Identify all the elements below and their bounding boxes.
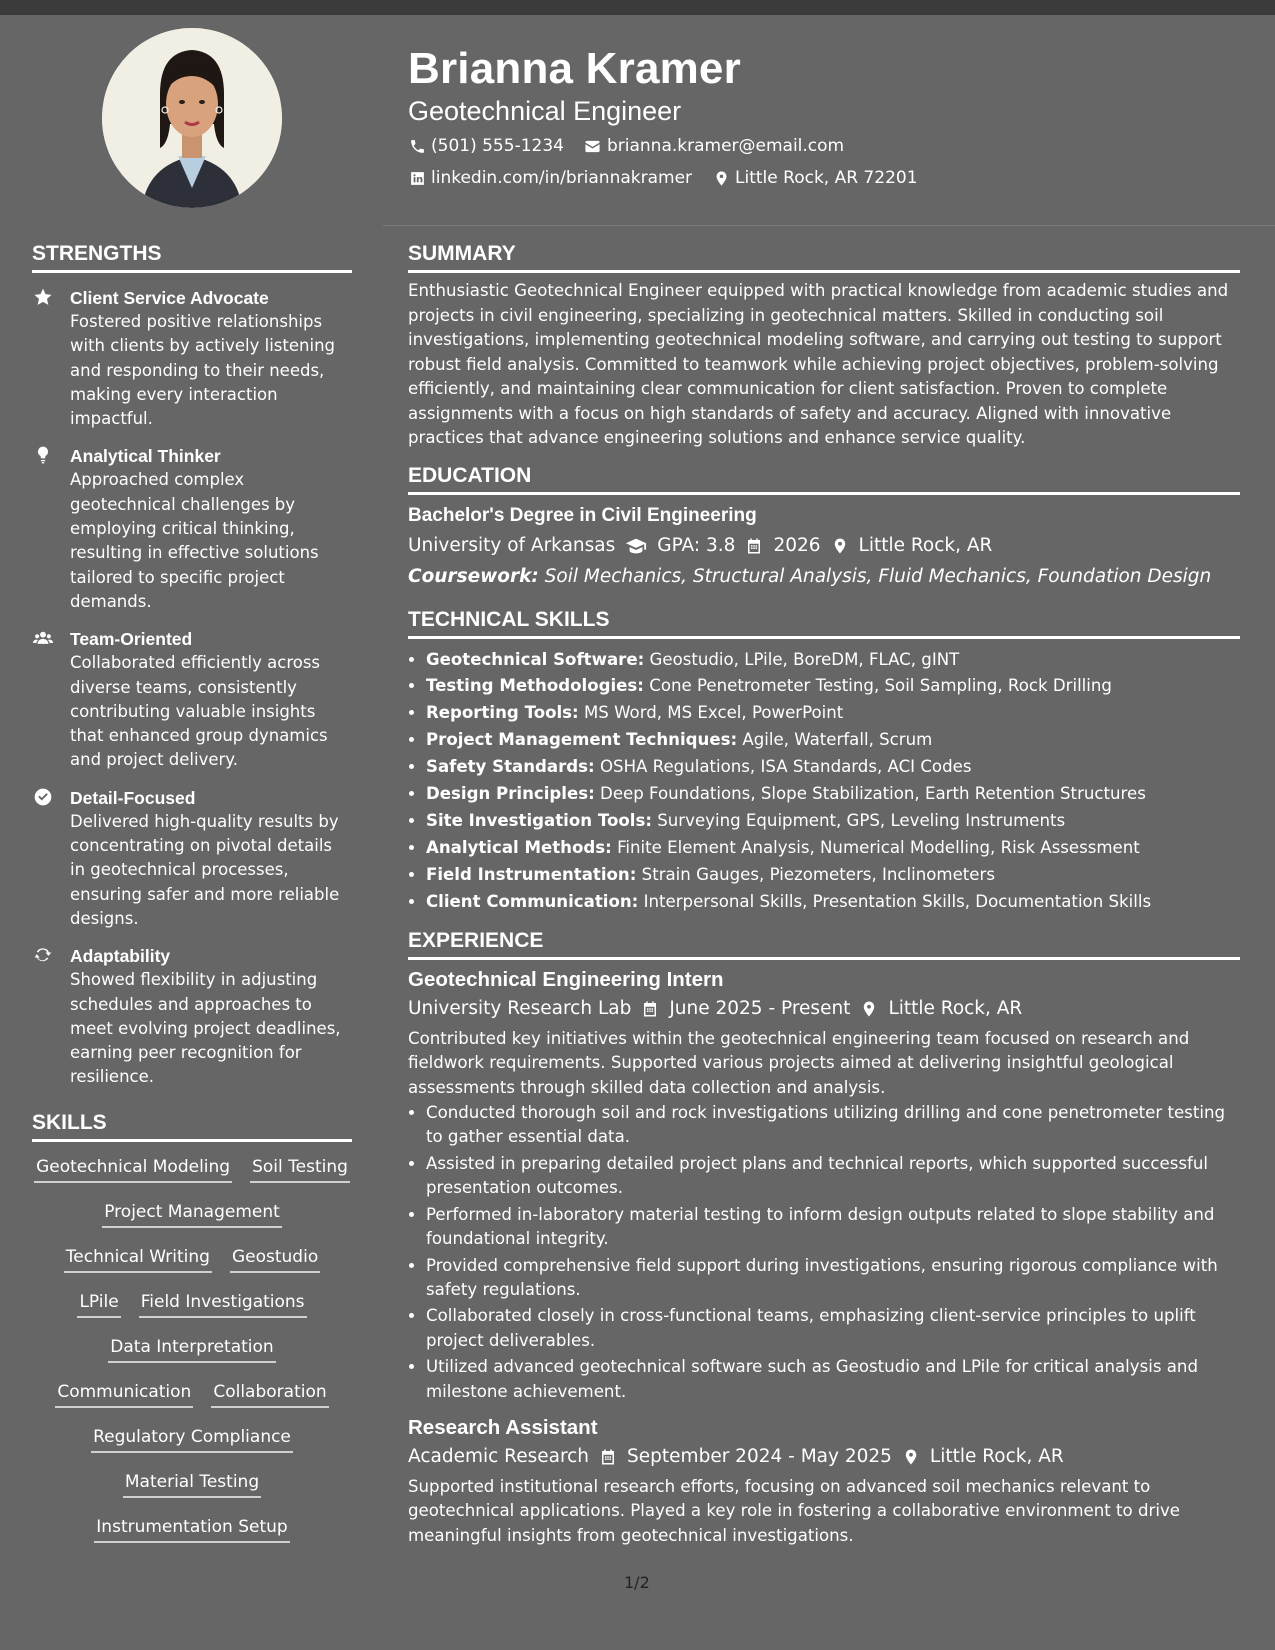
skill-category: Analytical Methods: (426, 837, 612, 857)
summary-text: Enthusiastic Geotechnical Engineer equipped with practical knowledge from academic studies and projects in civil engineering, specializing in geotechnical matters. Skilled in conducting soil investigations, implementing geotechnical modeling software, and carrying out testing to support robust field analysis. Committed to teamwork while achieving project objectives, problem-solving efficiently, and maintaining clear communication for client satisfaction. Proven to complete assignments with a focus on high standards of safety and accuracy. Aligned with innovative practices that advance engineering solutions and enhance service quality. (408, 281, 1229, 447)
skill-row (32, 1242, 352, 1287)
experience-heading: EXPERIENCE (408, 928, 1240, 960)
strength-desc: Approached complex geotechnical challenges by employing critical thinking, resulting in effective solutions tailored to specific project demands. (70, 470, 319, 611)
skill-values: Finite Element Analysis, Numerical Modelling, Risk Assessment (617, 837, 1140, 857)
summary-heading: SUMMARY (408, 241, 1240, 273)
skill-chip: Regulatory Compliance (91, 1422, 293, 1453)
calendar-icon (745, 537, 763, 555)
calendar-icon (599, 1448, 617, 1466)
skill-chip: Data Interpretation (108, 1332, 275, 1363)
contact-linkedin (408, 167, 692, 189)
job-title: Research Assistant (408, 1415, 598, 1439)
skill-category: Geotechnical Software: (426, 649, 645, 669)
skill-chip: Geostudio (230, 1242, 320, 1273)
job-dates: June 2025 - Present (669, 997, 851, 1019)
job-org: Academic Research (408, 1445, 590, 1467)
skill-row (32, 1152, 352, 1197)
strength-desc: Showed flexibility in adjusting schedules and approaches to meet evolving project deadlines, earning peer recognition for resilience. (70, 970, 341, 1087)
job-bullets (408, 1101, 1240, 1404)
skill-chip: Instrumentation Setup (94, 1512, 289, 1543)
map-pin-icon (712, 169, 730, 187)
list-item (426, 647, 1240, 674)
refresh-icon (33, 945, 55, 967)
strength-desc: Delivered high-quality results by concentrating on pivotal details in geotechnical processes, ensuring safer and more reliable designs. (70, 811, 340, 928)
skill-values: OSHA Regulations, ISA Standards, ACI Codes (599, 757, 972, 777)
technical-skills-list (408, 647, 1240, 916)
job-description: Supported institutional research efforts, focusing on advanced soil mechanics relevant to geotechnical applications. Played a key role in fostering a collaborative environment to drive meaningful insights from geotechnical investigations. (408, 1476, 1180, 1545)
strength-title: Analytical Thinker (70, 446, 221, 467)
job-title: Geotechnical Engineering Intern (408, 967, 724, 991)
skill-values: Surveying Equipment, GPS, Leveling Instruments (657, 810, 1066, 830)
skill-values: Agile, Waterfall, Scrum (742, 730, 933, 750)
main-content (408, 241, 1240, 1548)
skill-chip: Collaboration (211, 1377, 328, 1408)
map-pin-icon (860, 1000, 878, 1018)
list-item: • Performed in-laboratory material testing to inform design outputs related to slope stability and foundational integrity. (426, 1203, 1240, 1252)
top-bar (0, 0, 1275, 15)
strength-item (32, 786, 352, 931)
education-location: Little Rock, AR (858, 534, 993, 556)
skill-category: Site Investigation Tools: (426, 810, 652, 830)
skill-chip: Geotechnical Modeling (34, 1152, 232, 1183)
list-item: • Utilized advanced geotechnical software such as Geostudio and LPile for critical analysis and milestone achievement. (426, 1355, 1240, 1404)
skill-row (32, 1197, 352, 1242)
skill-category: Client Communication: (426, 891, 639, 911)
gpa-text: GPA: 3.8 (657, 534, 736, 556)
skill-category: Safety Standards: (426, 757, 595, 777)
list-item (426, 889, 1240, 916)
phone-icon (408, 137, 426, 155)
skill-chip: LPile (77, 1287, 120, 1318)
skill-chip: Technical Writing (64, 1242, 212, 1273)
list-item (426, 673, 1240, 700)
skill-category: Design Principles: (426, 784, 595, 804)
list-item (426, 700, 1240, 727)
calendar-icon (641, 1000, 659, 1018)
skill-values: Cone Penetrometer Testing, Soil Sampling, Rock Drilling (649, 676, 1112, 696)
skill-chip: Material Testing (123, 1467, 261, 1498)
coursework-label: Coursework: (408, 565, 539, 587)
strength-title: Adaptability (70, 946, 171, 967)
strength-title: Team-Oriented (70, 629, 193, 650)
skill-chip: Soil Testing (250, 1152, 350, 1183)
job-meta (408, 996, 1240, 1022)
map-pin-icon (831, 537, 849, 555)
check-circle-icon (33, 787, 55, 809)
skill-values: Interpersonal Skills, Presentation Skills, Documentation Skills (643, 891, 1152, 911)
job-meta (408, 1444, 1240, 1470)
list-item: • Provided comprehensive field support during investigations, ensuring rigorous compliance with safety regulations. (426, 1254, 1240, 1303)
linkedin-link[interactable]: linkedin.com/in/briannakramer (431, 168, 693, 188)
degree-title: Bachelor's Degree in Civil Engineering (408, 504, 757, 526)
profile-photo (102, 28, 282, 208)
strength-item (32, 944, 352, 1089)
star-icon (33, 287, 55, 309)
skills-heading: SKILLS (32, 1110, 352, 1142)
candidate-title: Geotechnical Engineer (408, 96, 682, 126)
strengths-heading: STRENGTHS (32, 241, 352, 273)
strength-desc: Fostered positive relationships with clients by actively listening and responding to their needs, making every interaction impactful. (70, 312, 335, 429)
skills-cloud (32, 1152, 352, 1557)
coursework (408, 564, 1240, 590)
list-item: • Collaborated closely in cross-functional teams, emphasizing client-service principles to uplift project deliverables. (426, 1304, 1240, 1353)
skill-row (32, 1377, 352, 1422)
education-heading: EDUCATION (408, 463, 1240, 495)
header-divider (383, 225, 1275, 226)
page-number: 1/2 (624, 1573, 650, 1592)
school-name: University of Arkansas (408, 534, 616, 556)
contact-row-1 (408, 135, 858, 157)
job-location: Little Rock, AR (888, 997, 1023, 1019)
skill-chip: Communication (55, 1377, 193, 1408)
lightbulb-icon (33, 445, 55, 467)
technical-skills-heading: TECHNICAL SKILLS (408, 607, 1240, 639)
skill-category: Testing Methodologies: (426, 676, 644, 696)
contact-location (712, 167, 917, 189)
map-pin-icon (902, 1448, 920, 1466)
users-icon (33, 628, 55, 650)
list-item (426, 835, 1240, 862)
job-location: Little Rock, AR (929, 1445, 1064, 1467)
skill-row (32, 1422, 352, 1467)
skill-row (32, 1332, 352, 1377)
strengths-list (32, 286, 352, 1090)
job-org: University Research Lab (408, 997, 632, 1019)
list-item (426, 727, 1240, 754)
list-item: • Conducted thorough soil and rock investigations utilizing drilling and cone penetrometer testing to gather essential data. (426, 1101, 1240, 1150)
list-item: • Assisted in preparing detailed project plans and technical reports, which supported successful presentation outcomes. (426, 1152, 1240, 1201)
contact-row-2 (408, 167, 932, 189)
list-item (426, 781, 1240, 808)
skill-category: Project Management Techniques: (426, 730, 738, 750)
strength-item (32, 444, 352, 614)
skill-chip: Field Investigations (139, 1287, 307, 1318)
strength-item (32, 627, 352, 772)
candidate-name: Brianna Kramer (408, 44, 741, 93)
list-item (426, 754, 1240, 781)
skill-category: Field Instrumentation: (426, 864, 637, 884)
location-text: Little Rock, AR 72201 (735, 168, 918, 188)
skill-values: Deep Foundations, Slope Stabilization, Earth Retention Structures (600, 784, 1146, 804)
strength-title: Client Service Advocate (70, 288, 269, 308)
linkedin-icon (408, 169, 426, 187)
contact-phone (408, 135, 564, 157)
sidebar (32, 241, 352, 1557)
graduation-cap-icon (625, 535, 647, 557)
education-meta (408, 533, 1240, 559)
envelope-icon (584, 137, 602, 155)
graduation-year: 2026 (773, 534, 821, 556)
skill-row (32, 1467, 352, 1512)
strength-item (32, 286, 352, 431)
phone-text[interactable]: (501) 555-1234 (431, 136, 564, 156)
skill-values: Strain Gauges, Piezometers, Inclinometers (641, 864, 995, 884)
job-description: Contributed key initiatives within the geotechnical engineering team focused on research and fieldwork requirements. Supported various projects aimed at delivering insightful geological assessments through skilled data collection and analysis. (408, 1028, 1190, 1097)
strength-desc: Collaborated efficiently across diverse teams, consistently contributing valuable insights that enhanced group dynamics and project delivery. (70, 653, 328, 770)
list-item (426, 862, 1240, 889)
list-item (426, 808, 1240, 835)
skill-chip: Project Management (102, 1197, 282, 1228)
coursework-list: Soil Mechanics, Structural Analysis, Fluid Mechanics, Foundation Design (544, 565, 1212, 587)
skill-values: MS Word, MS Excel, PowerPoint (583, 703, 844, 723)
job-dates: September 2024 - May 2025 (627, 1445, 892, 1467)
skill-row (32, 1287, 352, 1332)
skill-category: Reporting Tools: (426, 703, 579, 723)
email-link[interactable]: brianna.kramer@email.com (606, 136, 845, 156)
contact-email (584, 135, 844, 157)
skill-row (32, 1512, 352, 1557)
strength-title: Detail-Focused (70, 787, 196, 808)
skill-values: Geostudio, LPile, BoreDM, FLAC, gINT (649, 649, 960, 669)
